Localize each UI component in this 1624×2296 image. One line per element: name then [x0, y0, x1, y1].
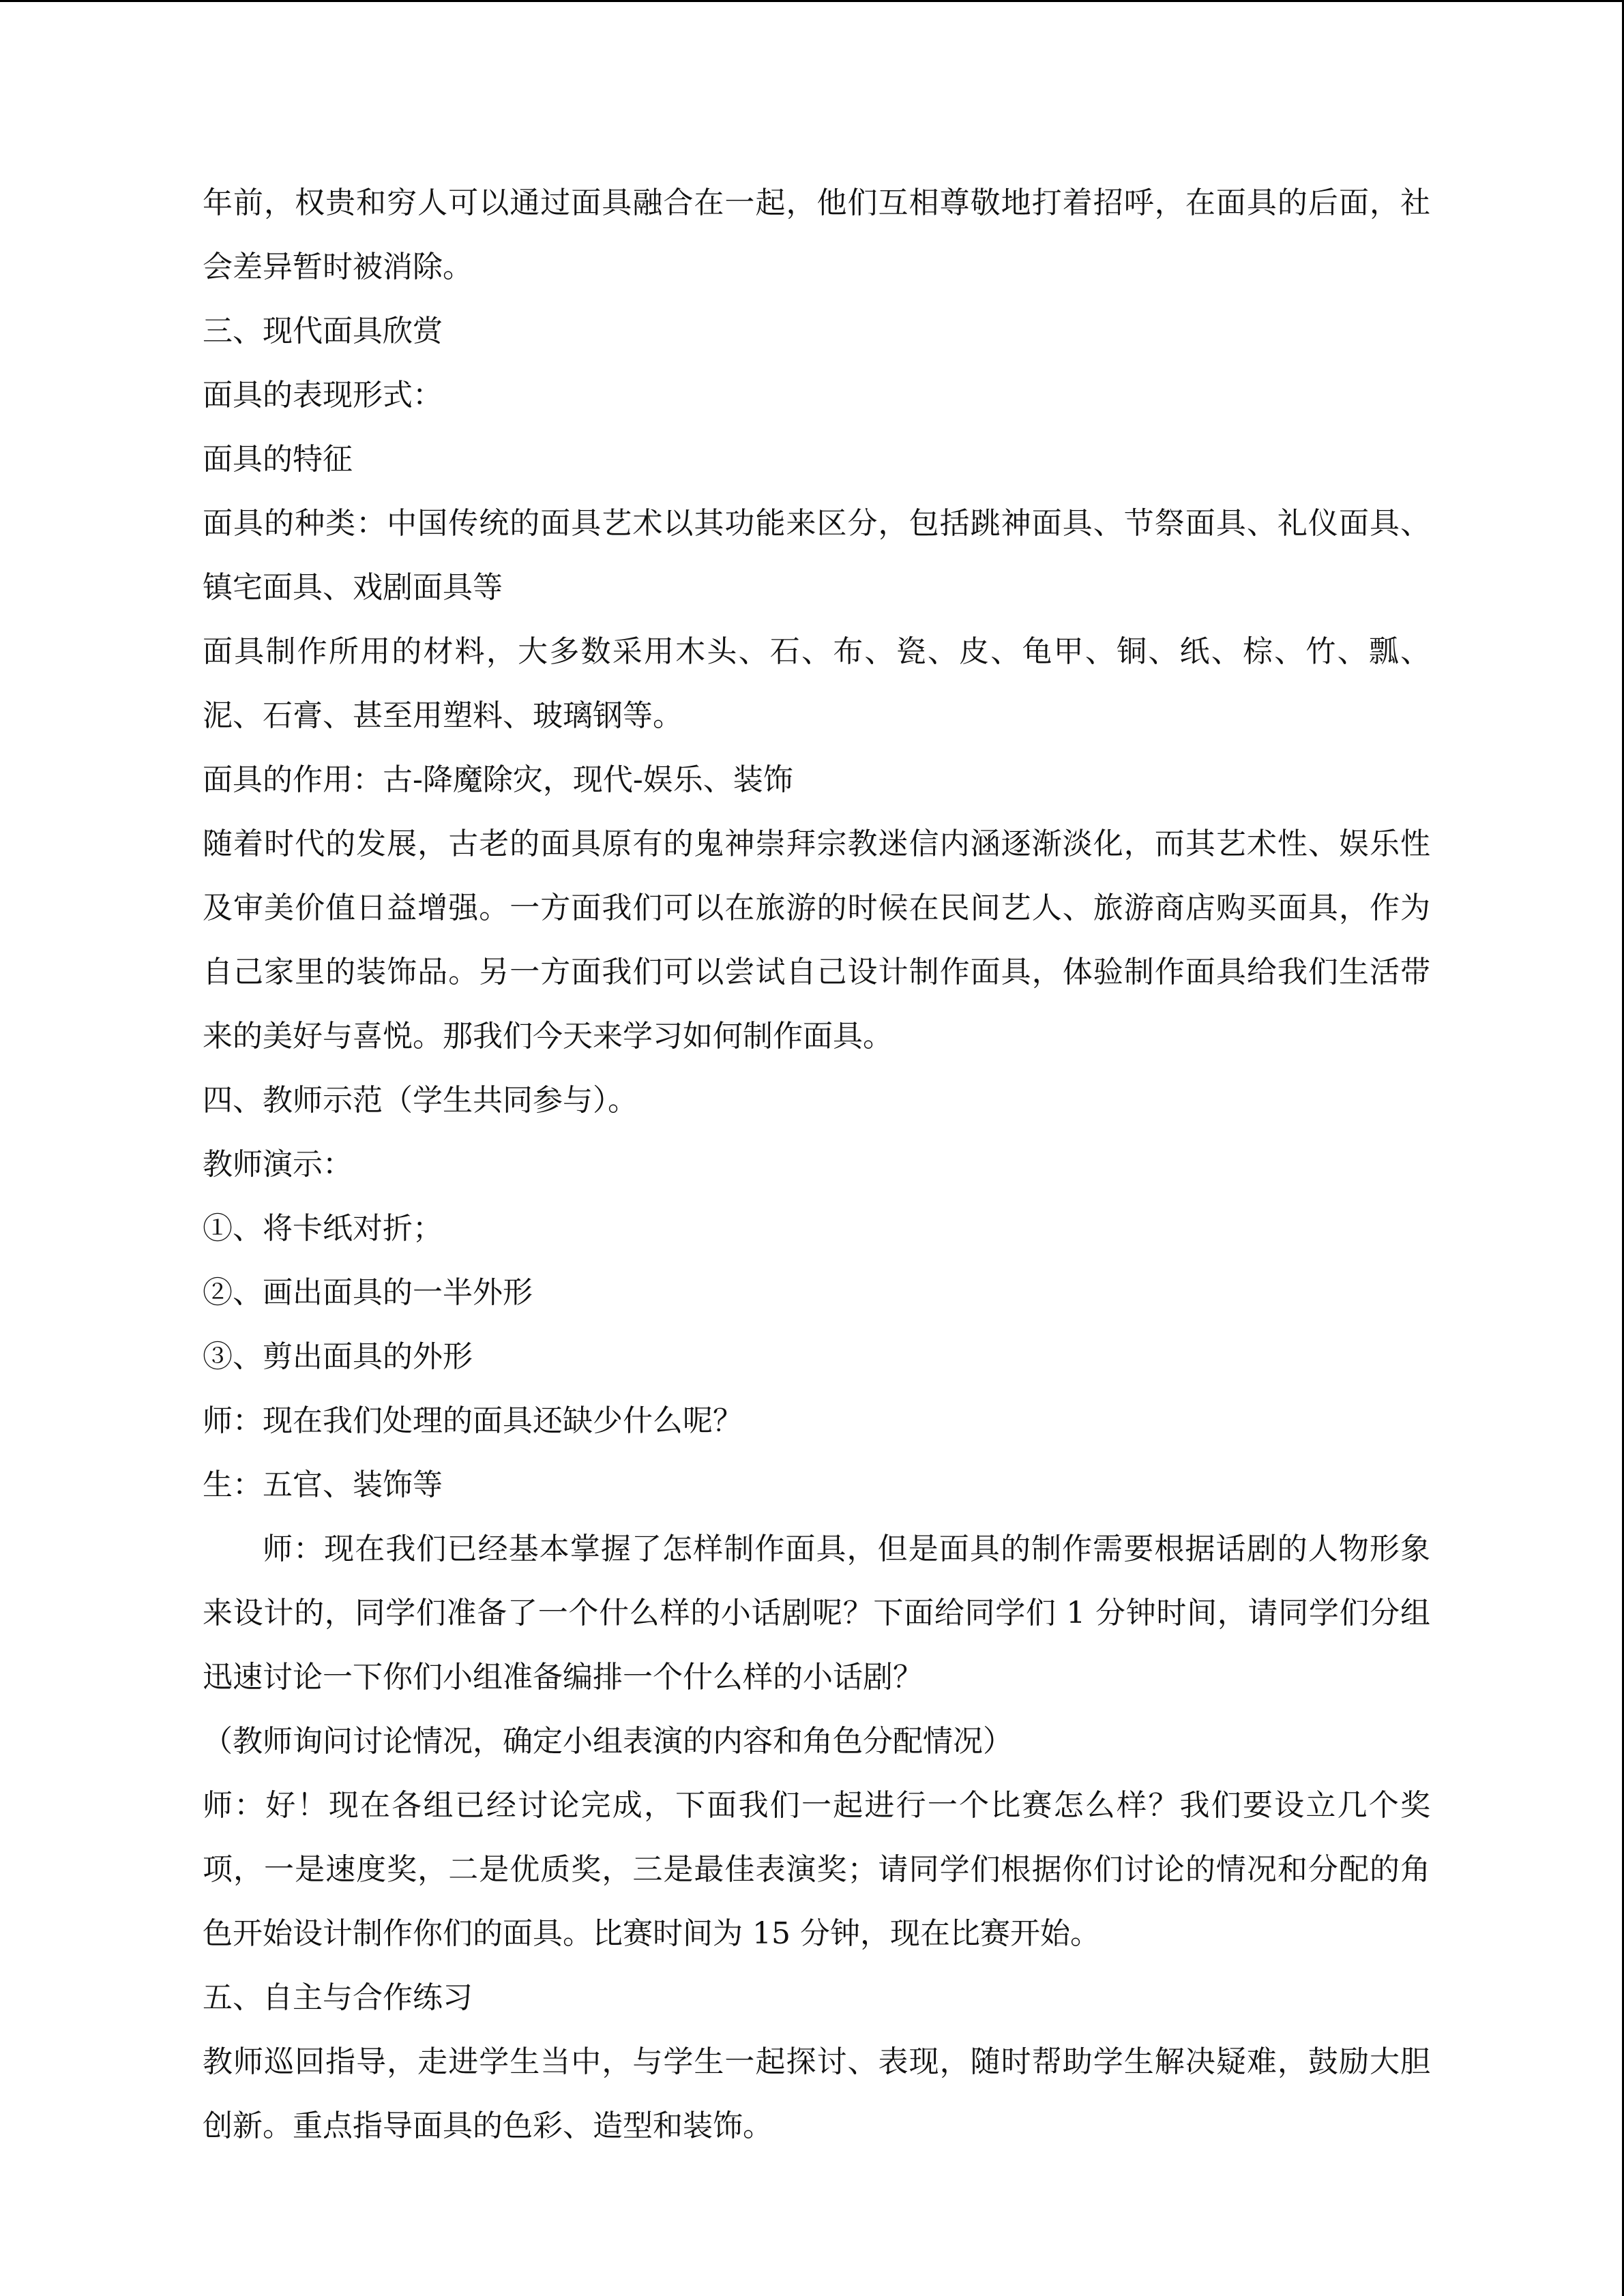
heading-teacher-demonstration: 四、教师示范（学生共同参与）。: [203, 1083, 638, 1118]
document-body: [203, 171, 1430, 2158]
paragraph-teacher-inquiry-note: （教师询问讨论情况，确定小组表演的内容和角色分配情况）: [203, 1724, 1013, 1759]
dialogue-teacher-competition: 师：好！现在各组已经讨论完成，下面我们一起进行一个比赛怎么样？我们要设立几个奖项，一是速度奖，二是优质奖，三是最佳表演奖；请同学们根据你们讨论的情况和分配的角色开始设计制作你们的面具。比赛时间为 15 分钟，现在比赛开始。: [203, 1788, 1430, 1951]
paragraph-teacher-guidance: 教师巡回指导，走进学生当中，与学生一起探讨、表现，随时帮助学生解决疑难，鼓励大胆创新。重点指导面具的色彩、造型和装饰。: [203, 2044, 1430, 2143]
dialogue-teacher-question: 师：现在我们处理的面具还缺少什么呢？: [203, 1403, 743, 1438]
dialogue-student-answer: 生：五官、装饰等: [203, 1467, 443, 1502]
paragraph-mask-forms: 面具的表现形式：: [203, 378, 443, 413]
paragraph-mask-features: 面具的特征: [203, 442, 353, 477]
heading-independent-practice: 五、自主与合作练习: [203, 1980, 473, 2015]
paragraph-mask-development: 随着时代的发展，古老的面具原有的鬼神崇拜宗教迷信内涵逐渐淡化，而其艺术性、娱乐性及审美价值日益增强。一方面我们可以在旅游的时候在民间艺人、旅游商店购买面具，作为自己家里的装饰品。另一方面我们可以尝试自己设计制作面具，体验制作面具给我们生活带来的美好与喜悦。那我们今天来学习如何制作面具。: [203, 826, 1430, 1054]
heading-modern-mask-appreciation: 三、现代面具欣赏: [203, 314, 443, 348]
paragraph-teacher-demo-label: 教师演示：: [203, 1147, 353, 1182]
paragraph-mask-types: 面具的种类：中国传统的面具艺术以其功能来区分，包括跳神面具、节祭面具、礼仪面具、镇宅面具、戏剧面具等: [203, 506, 1430, 605]
step-cut-shape: ③、剪出面具的外形: [203, 1339, 473, 1374]
paragraph-mask-functions: 面具的作用：古-降魔除灾，现代-娱乐、装饰: [203, 762, 793, 797]
dialogue-teacher-drama-discussion: 师：现在我们已经基本掌握了怎样制作面具，但是面具的制作需要根据话剧的人物形象来设计的，同学们准备了一个什么样的小话剧呢？下面给同学们 1 分钟时间，请同学们分组迅速讨论一下你们小组准备编排一个什么样的小话剧？: [203, 1532, 1430, 1695]
step-fold-cardboard: ①、将卡纸对折；: [203, 1211, 443, 1246]
paragraph-mask-materials: 面具制作所用的材料，大多数采用木头、石、布、瓷、皮、龟甲、铜、纸、棕、竹、瓢、泥、石膏、甚至用塑料、玻璃钢等。: [203, 634, 1430, 733]
step-draw-half-shape: ②、画出面具的一半外形: [203, 1275, 533, 1310]
paragraph-social-differences: 年前，权贵和穷人可以通过面具融合在一起，他们互相尊敬地打着招呼，在面具的后面，社会差异暂时被消除。: [203, 185, 1430, 284]
